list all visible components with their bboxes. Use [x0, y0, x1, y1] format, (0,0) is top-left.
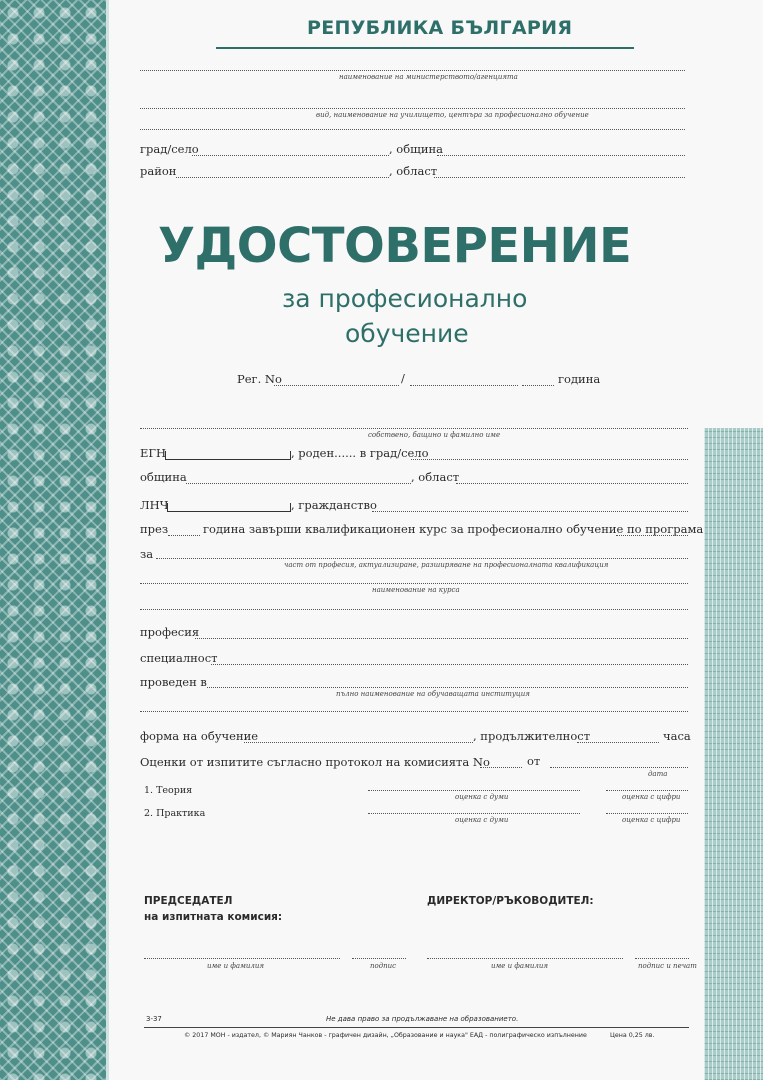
commission-label: на изпитната комисия:	[144, 911, 283, 923]
through-year-line[interactable]	[168, 535, 200, 536]
practice-words-caption: оценка с думи	[455, 816, 509, 824]
chairman-label: ПРЕДСЕДАТЕЛ	[144, 895, 233, 907]
form-code: 3-37	[146, 1015, 162, 1023]
lnch-box[interactable]	[167, 503, 291, 512]
birthplace-line[interactable]	[411, 459, 688, 460]
document-title: УДОСТОВЕРЕНИЕ	[158, 218, 632, 274]
right-guilloche-strip	[704, 428, 763, 1080]
reg-no-line[interactable]	[274, 385, 399, 386]
course-caption: наименование на курса	[372, 586, 460, 594]
director-signature-caption: подпис и печат	[638, 962, 697, 970]
year-label: година	[558, 372, 601, 386]
citizenship-line[interactable]	[372, 511, 688, 512]
completed-label: година завърши квалификационен курс за професионално обучение по програма	[203, 522, 704, 536]
held-in-line[interactable]	[207, 687, 688, 688]
region-line[interactable]	[434, 177, 685, 178]
director-name-caption: име и фамилия	[491, 962, 548, 970]
name-line[interactable]	[140, 428, 688, 429]
citizenship-label: , гражданство	[291, 498, 377, 512]
director-name-line[interactable]	[427, 958, 623, 959]
profession-line[interactable]	[195, 638, 688, 639]
school-caption: вид, наименование на училището, центъра за професионално обучение	[316, 111, 589, 119]
specialty-label: специалност	[140, 651, 218, 665]
reg-no-line-2[interactable]	[410, 385, 518, 386]
document-subtitle-1: за професионално	[282, 284, 528, 313]
municipality2-label: община	[140, 470, 187, 484]
practice-words-line[interactable]	[368, 813, 580, 814]
band-edge	[106, 0, 109, 1080]
notice-text: Не дава право за продължаване на образованието.	[326, 1015, 519, 1023]
program-line[interactable]	[616, 535, 688, 536]
course-line[interactable]	[140, 583, 688, 584]
part-caption: част от професия, актуализиране, разширяване на професионалната квалификация	[284, 561, 609, 569]
document-subtitle-2: обучение	[345, 319, 469, 348]
date-caption: дата	[648, 770, 668, 778]
institution-caption: пълно наименование на обучаващата институция	[336, 690, 530, 698]
profession-label: професия	[140, 625, 200, 639]
theory-label: 1. Теория	[144, 785, 193, 796]
theory-digits-line[interactable]	[606, 790, 688, 791]
district-line[interactable]	[176, 177, 389, 178]
practice-digits-line[interactable]	[606, 813, 688, 814]
practice-digits-caption: оценка с цифри	[622, 816, 681, 824]
region2-line[interactable]	[456, 483, 688, 484]
director-label: ДИРЕКТОР/РЪКОВОДИТЕЛ:	[427, 895, 594, 907]
specialty-line[interactable]	[211, 664, 688, 665]
practice-label: 2. Практика	[144, 808, 206, 819]
copyright-text: © 2017 МОН - издател, © Мариян Чанков - графичен дизайн, „Образование и наука" ЕАД - полиграфическо изпълнение	[184, 1032, 587, 1039]
from-label: от	[527, 754, 541, 768]
through-label: през	[140, 522, 169, 536]
lnch-label: ЛНЧ	[140, 498, 169, 512]
municipality-label: , община	[389, 142, 444, 156]
name-caption: собствено, бащино и фамилно име	[368, 431, 501, 439]
ministry-caption: наименование на министерството/агенцията	[339, 73, 518, 81]
country-heading: РЕПУБЛИКА БЪЛГАРИЯ	[307, 17, 573, 39]
district-label: район	[140, 164, 177, 178]
heading-rule	[216, 47, 634, 49]
chairman-name-line[interactable]	[144, 958, 340, 959]
duration-line[interactable]	[577, 742, 659, 743]
held-in-label: проведен в	[140, 675, 207, 689]
year-line[interactable]	[522, 385, 554, 386]
chairman-signature-line[interactable]	[352, 958, 406, 959]
theory-words-caption: оценка с думи	[455, 793, 509, 801]
city-line[interactable]	[192, 155, 389, 156]
city-label: град/село	[140, 142, 199, 156]
region2-label: , област	[411, 470, 460, 484]
egn-label: ЕГН	[140, 446, 167, 460]
region-label: , област	[389, 164, 438, 178]
price-text: Цена 0,25 лв.	[610, 1032, 655, 1039]
for-line[interactable]	[156, 558, 688, 559]
protocol-no-line[interactable]	[480, 767, 522, 768]
chairman-name-caption: име и фамилия	[207, 962, 264, 970]
hours-label: часа	[663, 729, 691, 743]
reg-no-slash: /	[401, 371, 405, 385]
municipality2-line[interactable]	[186, 483, 411, 484]
school-line[interactable]	[140, 108, 685, 109]
school-line-2[interactable]	[140, 129, 685, 130]
ministry-line[interactable]	[140, 70, 685, 71]
chairman-signature-caption: подпис	[370, 962, 397, 970]
for-label: за	[140, 547, 154, 561]
form-line[interactable]	[244, 742, 473, 743]
form-label: форма на обучение	[140, 729, 259, 743]
grades-label: Оценки от изпитите съгласно протокол на комисията No	[140, 755, 490, 769]
reg-no-label: Рег. No	[237, 372, 282, 386]
born-label: , роден...... в град/село	[291, 446, 429, 460]
egn-box[interactable]	[165, 451, 291, 460]
duration-label: , продължителност	[473, 729, 591, 743]
left-ornament-band	[0, 0, 106, 1080]
municipality-line[interactable]	[437, 155, 685, 156]
theory-words-line[interactable]	[368, 790, 580, 791]
date-line[interactable]	[550, 767, 688, 768]
theory-digits-caption: оценка с цифри	[622, 793, 681, 801]
director-signature-line[interactable]	[635, 958, 689, 959]
course-line-2[interactable]	[140, 609, 688, 610]
held-in-line-2[interactable]	[140, 711, 688, 712]
footer-rule	[144, 1027, 689, 1028]
